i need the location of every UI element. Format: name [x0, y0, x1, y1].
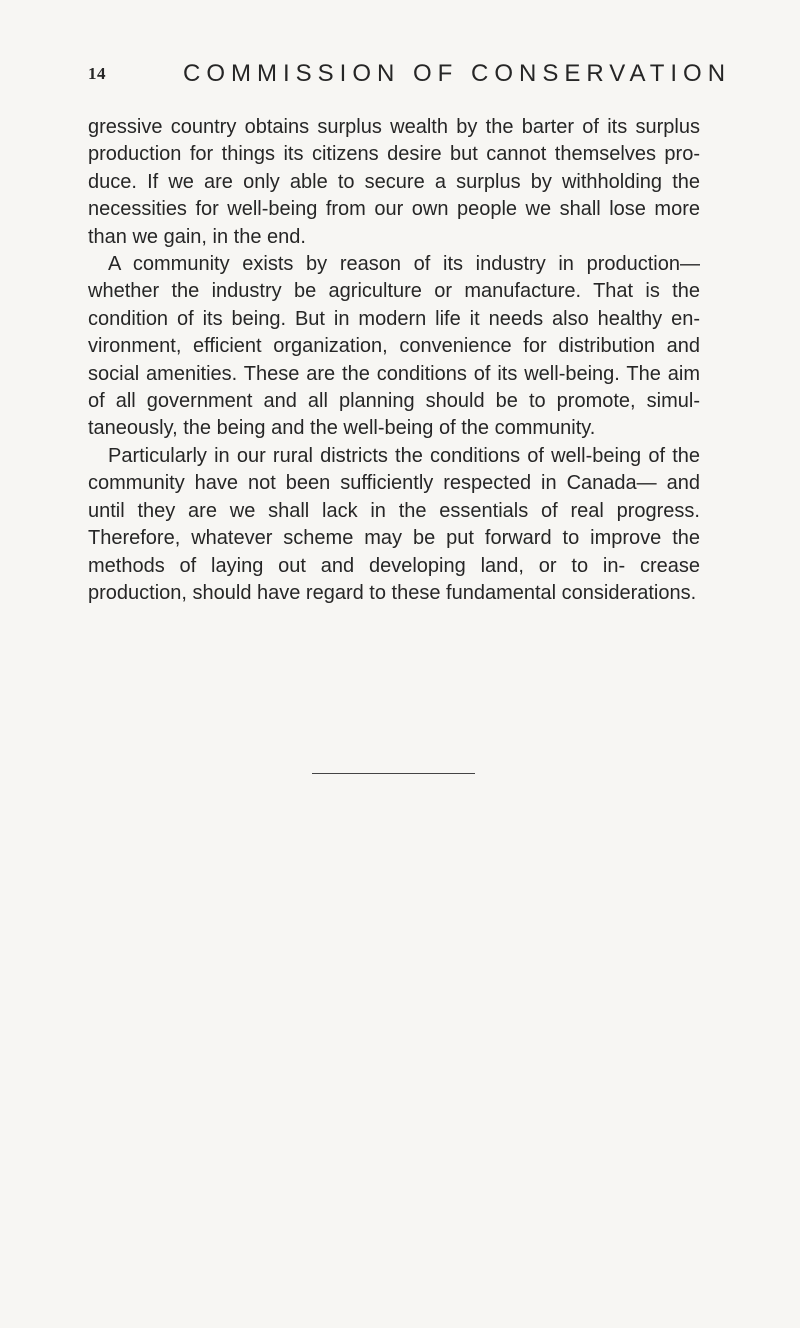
- paragraph-rural-districts: Particularly in our rural districts the conditions of well-being of the community have not been sufficiently respected in Canada— and until they are we shall lack in the essentials of real progress. Therefore, whatever scheme may be put forward to improve the methods of laying out and developing land, or to in- crease production, should have regard to these fundamental considerations.: [88, 444, 700, 604]
- paragraph-continued: gressive country obtains surplus wealth by the barter of its surplus production for things its citizens desire but cannot themselves pro- duce. If we are only able to secure a surplus by withholding the necessities for well-being from our own people we shall lose more than we gain, in the end.: [88, 116, 700, 248]
- body-text: [88, 114, 700, 607]
- paragraph-community: A community exists by reason of its industry in production— whether the industry be agriculture or manufacture. That is the condition of its being. But in modern life it needs also healthy en- vironment, efficient organization, convenience for distribution and social amenities. These are the conditions of its well-being. The aim of all government and all planning should be to promote, simul- taneously, the being and the well-being of the community.: [88, 253, 700, 440]
- page-number: 14: [88, 64, 106, 83]
- running-title: COMMISSION OF CONSERVATION: [183, 60, 732, 87]
- section-end-rule: [312, 773, 475, 774]
- running-head: [88, 60, 732, 96]
